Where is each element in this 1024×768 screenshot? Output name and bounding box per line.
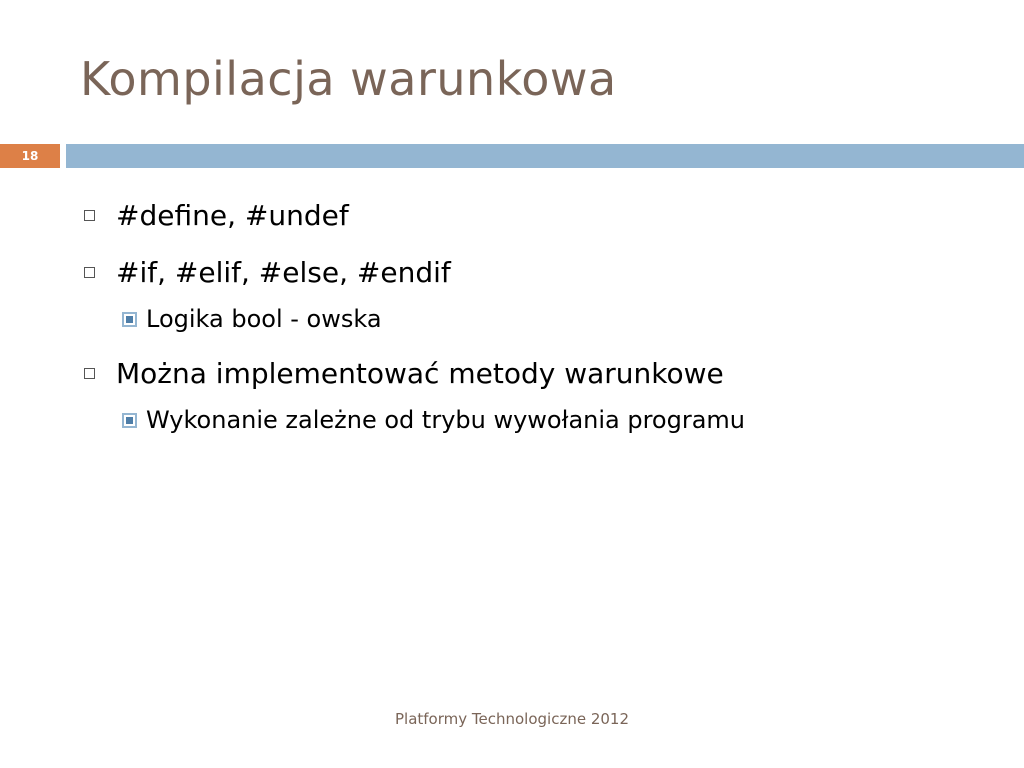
sub-bullet-item	[122, 301, 980, 337]
hollow-square-bullet-icon	[84, 210, 95, 221]
title-divider-bar	[66, 144, 1024, 168]
hollow-square-bullet-icon	[84, 368, 95, 379]
bullet-item	[80, 193, 980, 237]
bullet-list	[80, 193, 980, 452]
bullet-text: Można implementować metody warunkowe	[116, 356, 724, 390]
filled-square-bullet-icon	[122, 312, 137, 327]
sub-bullet-text: Wykonanie zależne od trybu wywołania programu	[146, 406, 746, 434]
slide-number-badge: 18	[0, 144, 60, 168]
filled-square-bullet-icon	[122, 413, 137, 428]
bullet-text: #if, #elif, #else, #endif	[116, 255, 451, 289]
sub-bullet-text: Logika bool - owska	[146, 305, 382, 333]
hollow-square-bullet-icon	[84, 267, 95, 278]
sub-bullet-item	[122, 402, 980, 438]
slide-footer: Platformy Technologiczne 2012	[394, 710, 630, 728]
slide-title: Kompilacja warunkowa	[80, 52, 617, 106]
bullet-item	[80, 351, 980, 395]
bullet-text: #define, #undef	[116, 198, 349, 232]
bullet-item	[80, 250, 980, 294]
